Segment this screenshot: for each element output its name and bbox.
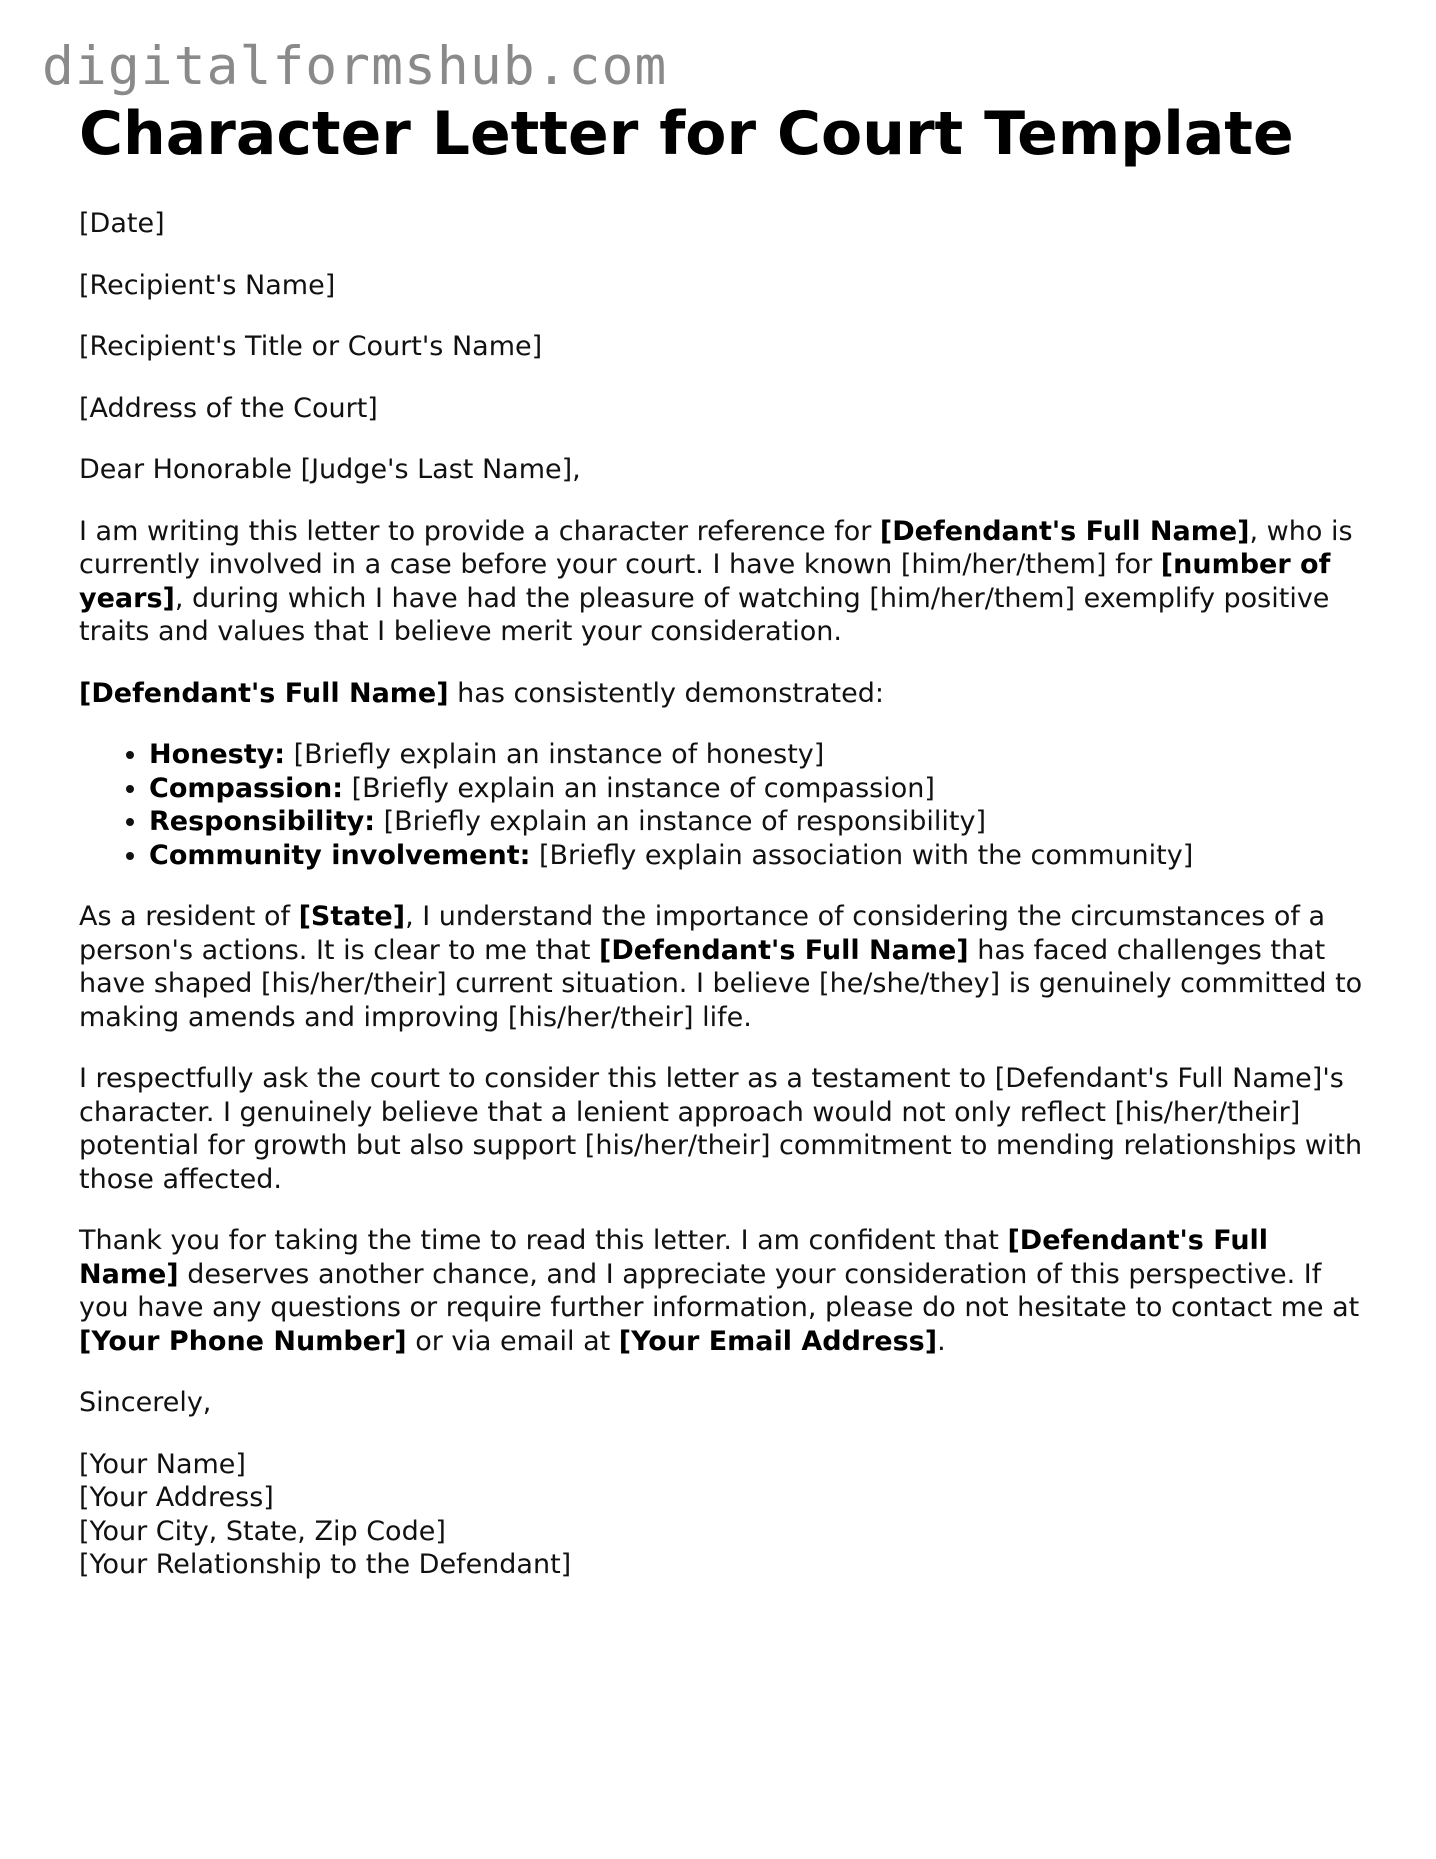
trait-text: [Briefly explain association with the community]: [530, 839, 1194, 871]
trait-text: [Briefly explain an instance of honesty]: [285, 739, 825, 770]
recipient-title: [Recipient's Title or Court's Name]: [79, 331, 543, 362]
defendant-name: [Defendant's Full Name]: [79, 1225, 1269, 1290]
text: deserves another chance, and I appreciate your consideration of this perspective. If you have any questions or require further information, please do not hesitate to contact me at: [79, 1258, 1360, 1323]
letter-page: [79, 100, 1369, 1582]
signature-block: [79, 1448, 1369, 1582]
recipient-name: [Recipient's Name]: [79, 269, 336, 301]
defendant-name: [Defendant's Full Name]: [79, 677, 449, 709]
trait-label: Compassion:: [149, 772, 344, 804]
text: or via email at: [406, 1325, 619, 1357]
closing: Sincerely,: [79, 1387, 212, 1418]
trait-label: Community involvement:: [149, 839, 531, 871]
text: has consistently demonstrated:: [448, 677, 884, 709]
list-item: [149, 772, 1369, 806]
trait-label: Honesty:: [149, 739, 286, 770]
defendant-name: [Defendant's Full Name]: [879, 515, 1250, 547]
request-paragraph: I respectfully ask the court to consider this letter as a testament to [Defendant's Full Name]'s character. I genuinely believe that a lenient approach would not only reflect [his/her/their] potential for growth but also support [his/her/their] commitment to mending relationships with those affected.: [79, 1063, 1363, 1195]
traits-list: [79, 738, 1369, 872]
trait-text: [Briefly explain an instance of compassion]: [343, 772, 935, 804]
years-known: [number of years]: [79, 549, 1331, 614]
text: , during which I have had the pleasure of watching [him/her/them] exemplify positive traits and values that I believe merit your consideration.: [79, 582, 1330, 647]
trait-text: [Briefly explain an instance of responsibility]: [375, 806, 986, 837]
salutation: Dear Honorable [Judge's Last Name],: [79, 454, 581, 485]
text: , I understand the importance of considering the circumstances of a person's actions. It is clear to me that: [79, 901, 1326, 966]
intro-paragraph: [79, 515, 1369, 649]
signature-relationship: [Your Relationship to the Defendant]: [79, 1549, 572, 1580]
signature-address: [Your Address]: [79, 1482, 274, 1513]
watermark: digitalformshub.com: [42, 36, 668, 97]
signature-name: [Your Name]: [79, 1448, 246, 1480]
state-placeholder: [State]: [298, 901, 406, 932]
defendant-name: [Defendant's Full Name]: [599, 934, 969, 966]
list-item: [149, 805, 1369, 839]
thanks-paragraph: [79, 1224, 1369, 1358]
signature-city-state-zip: [Your City, State, Zip Code]: [79, 1515, 446, 1547]
letter-body: [79, 207, 1369, 1582]
traits-intro: [79, 677, 1369, 711]
court-address: [Address of the Court]: [79, 392, 378, 424]
phone-placeholder: [Your Phone Number]: [79, 1325, 407, 1357]
list-item: [149, 738, 1369, 772]
text: , who is currently involved in a case before your court. I have known [him/her/them] for: [79, 515, 1353, 580]
email-placeholder: [Your Email Address]: [618, 1325, 938, 1357]
date-placeholder: [Date]: [79, 208, 165, 239]
residency-paragraph: [79, 900, 1369, 1034]
text: As a resident of: [79, 901, 299, 932]
trait-label: Responsibility:: [149, 806, 375, 837]
page-title: Character Letter for Court Template: [79, 99, 1294, 169]
list-item: [149, 839, 1369, 873]
text: .: [937, 1325, 946, 1357]
text: has faced challenges that have shaped [his/her/their] current situation. I believe [he/she/they] is genuinely committed to making amends and improving [his/her/their] life.: [79, 934, 1363, 1033]
text: Thank you for taking the time to read this letter. I am confident that: [79, 1225, 1008, 1256]
text: I am writing this letter to provide a character reference for: [79, 515, 880, 547]
